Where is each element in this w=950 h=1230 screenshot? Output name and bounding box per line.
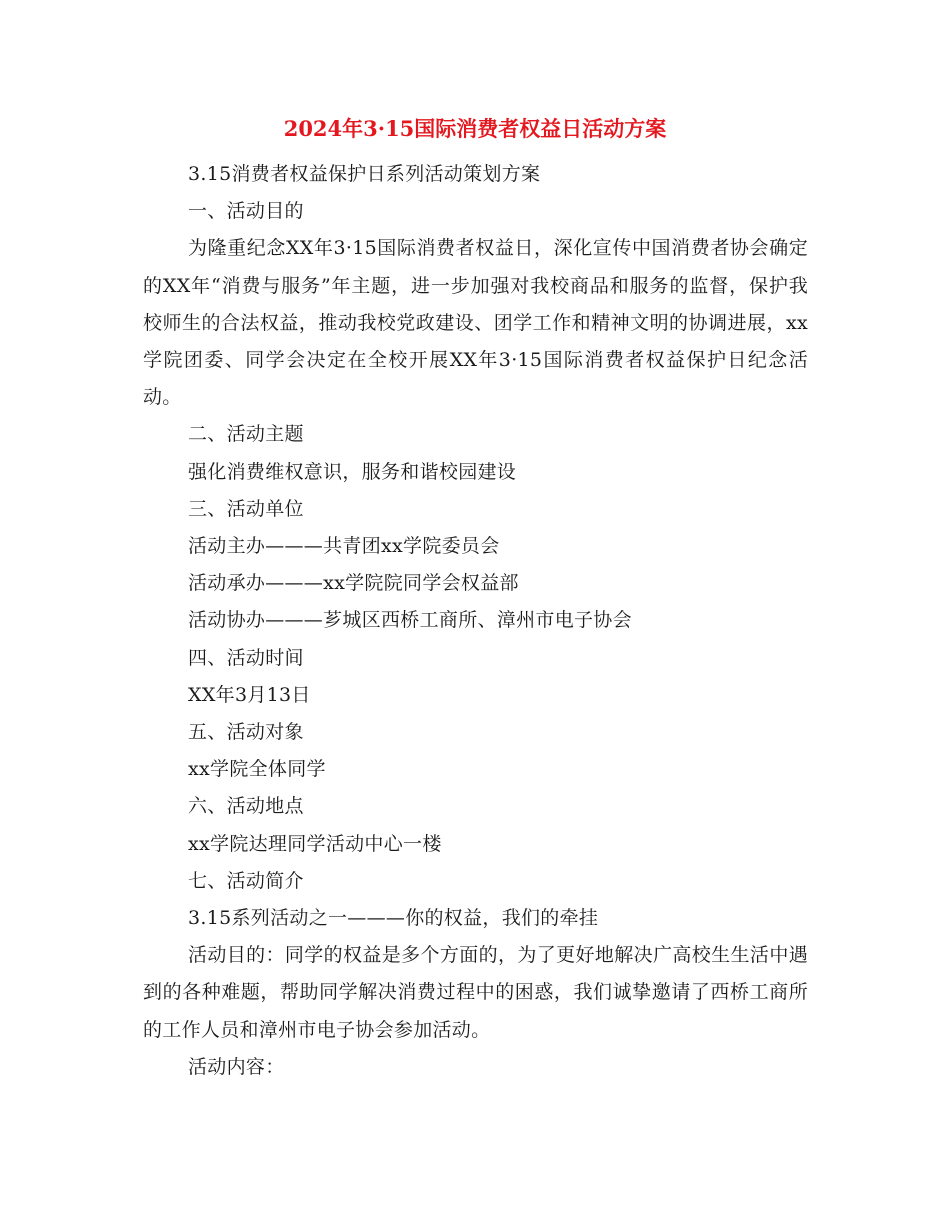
paragraph-theme: 强化消费维权意识，服务和谐校园建设 xyxy=(188,460,517,483)
section-heading-units: 三、活动单位 xyxy=(188,497,304,520)
paragraph-audience: xx学院全体同学 xyxy=(188,758,326,781)
section-heading-time: 四、活动时间 xyxy=(188,646,304,669)
paragraph-location: xx学院达理同学活动中心一楼 xyxy=(188,832,442,855)
section-heading-theme: 二、活动主题 xyxy=(188,423,304,446)
subtitle: 3.15消费者权益保护日系列活动策划方案 xyxy=(188,163,541,185)
paragraph-organizer: 活动主办———共青团xx学院委员会 xyxy=(188,535,500,558)
section-heading-audience: 五、活动对象 xyxy=(188,721,304,744)
section-heading-purpose: 一、活动目的 xyxy=(188,200,304,223)
paragraph-activity-purpose: 活动目的：同学的权益是多个方面的，为了更好地解决广高校生生活中遇到的各种难题，帮助同学解决消费过程中的困惑，我们诚挚邀请了西桥工商所的工作人员和漳州市电子协会参加活动。 xyxy=(143,944,808,1041)
section-heading-overview: 七、活动简介 xyxy=(188,869,304,892)
document-body xyxy=(143,156,808,1086)
paragraph-activity-content: 活动内容： xyxy=(188,1055,285,1078)
document-title: 2024年3·15国际消费者权益日活动方案 xyxy=(283,116,667,141)
paragraph-time: XX年3月13日 xyxy=(188,683,311,706)
paragraph-purpose: 为隆重纪念XX年3·15国际消费者权益日，深化宣传中国消费者协会确定的XX年“消费与服务”年主题，进一步加强对我校商品和服务的监督，保护我校师生的合法权益，推动我校党政建设、团学工作和精神文明的协调进展，xx学院团委、同学会决定在全校开展XX年3·15国际消费者权益保护日纪念活动。 xyxy=(143,237,808,409)
paragraph-undertaker: 活动承办———xx学院院同学会权益部 xyxy=(188,572,519,595)
paragraph-co-organizer: 活动协办———芗城区西桥工商所、漳州市电子协会 xyxy=(188,609,632,632)
section-heading-location: 六、活动地点 xyxy=(188,795,304,818)
paragraph-activity-one: 3.15系列活动之一———你的权益，我们的牵挂 xyxy=(188,907,599,930)
